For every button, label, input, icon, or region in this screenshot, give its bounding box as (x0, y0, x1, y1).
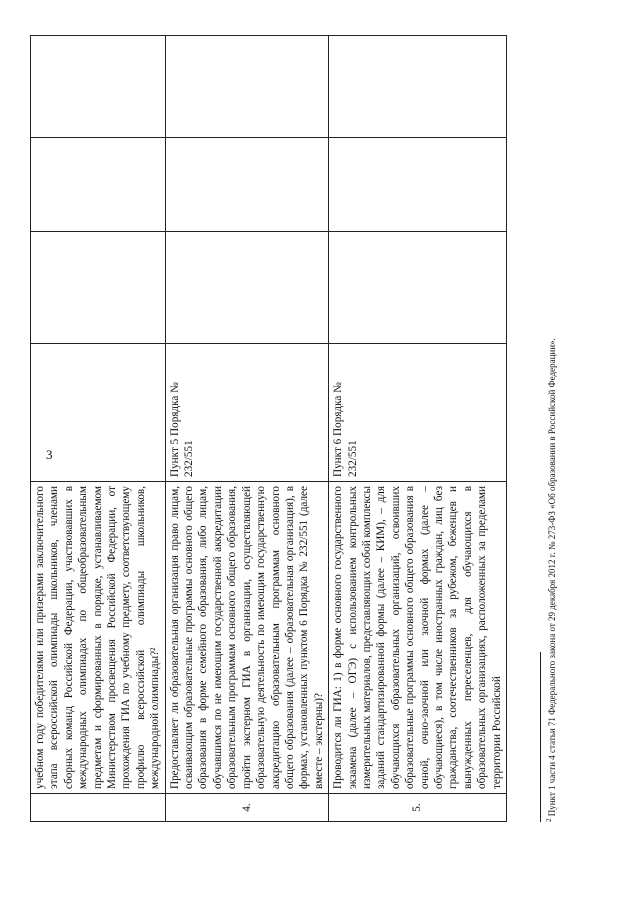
row-number: 4. (165, 794, 328, 822)
table-row (31, 36, 166, 822)
checklist-table (30, 35, 507, 822)
answer-cell-yes[interactable] (31, 232, 166, 344)
answer-cell-no[interactable] (165, 138, 328, 232)
table-row (165, 36, 328, 822)
page-number: 3 (46, 447, 53, 462)
answer-cell-na[interactable] (165, 36, 328, 138)
legal-reference (31, 344, 166, 482)
question-text: учебном году победителями или призерами заключительного этапа всероссийской олимпиады школьников, членами сборных команд Российской Федерации, участвовавших в международных олимпиадах по общеобразовательным предметам и сформированных в порядке, устанавливаемом Министерством просвещения Российской Федерации, от прохождения ГИА по учебному предмету, соответствующему профилю всероссийской олимпиады школьников, международной олимпиады?² (31, 482, 166, 794)
answer-cell-yes[interactable] (165, 232, 328, 344)
answer-cell-na[interactable] (31, 36, 166, 138)
footnote (545, 338, 557, 822)
question-text: Предоставляет ли образовательная организация право лицам, осваивающим образовательные программы основного общего образования в форме семейного образования, либо лицам, обучавшимся по не имеющим государственной аккредитации образовательным программам основного общего образования, пройти экстерном ГИА в организации, осуществляющей образовательную деятельность по имеющим государственную аккредитацию образовательным программам основного общего образования (далее – образовательная организация), в формах, установленных пунктом 6 Порядка № 232/551 (далее вместе – экстерны)? (165, 482, 328, 794)
legal-reference: Пункт 6 Порядка № 232/551 (329, 344, 507, 482)
answer-cell-yes[interactable] (329, 232, 507, 344)
answer-cell-na[interactable] (329, 36, 507, 138)
row-number (31, 794, 166, 822)
rotated-page (0, 34, 590, 880)
legal-reference: Пункт 5 Порядка № 232/551 (165, 344, 328, 482)
question-text: Проводится ли ГИА: 1) в форме основного государственного экзамена (далее – ОГЭ) с использованием контрольных измерительных материалов, представляющих собой комплексы заданий стандартизированной формы (далее – КИМ), – для обучающихся образовательных организаций, освоивших образовательные программы основного общего образования в очной, очно-заочной или заочной формах (далее – обучающиеся), в том числе иностранных граждан, лиц без гражданства, соотечественников за рубежом, беженцев и вынужденных переселенцев, для обучающихся в образовательных организациях, расположенных за пределами территории Российской (329, 482, 507, 794)
table-row (329, 36, 507, 822)
footnote-divider (540, 652, 541, 822)
answer-cell-no[interactable] (329, 138, 507, 232)
row-number: 5. (329, 794, 507, 822)
footnote-mark: 2 (545, 818, 553, 822)
footnote-text: Пункт 1 части 4 статьи 71 Федерального закона от 29 декабря 2012 г. № 273-ФЗ «Об образовании в Российской Федерации». (547, 338, 557, 819)
answer-cell-no[interactable] (31, 138, 166, 232)
